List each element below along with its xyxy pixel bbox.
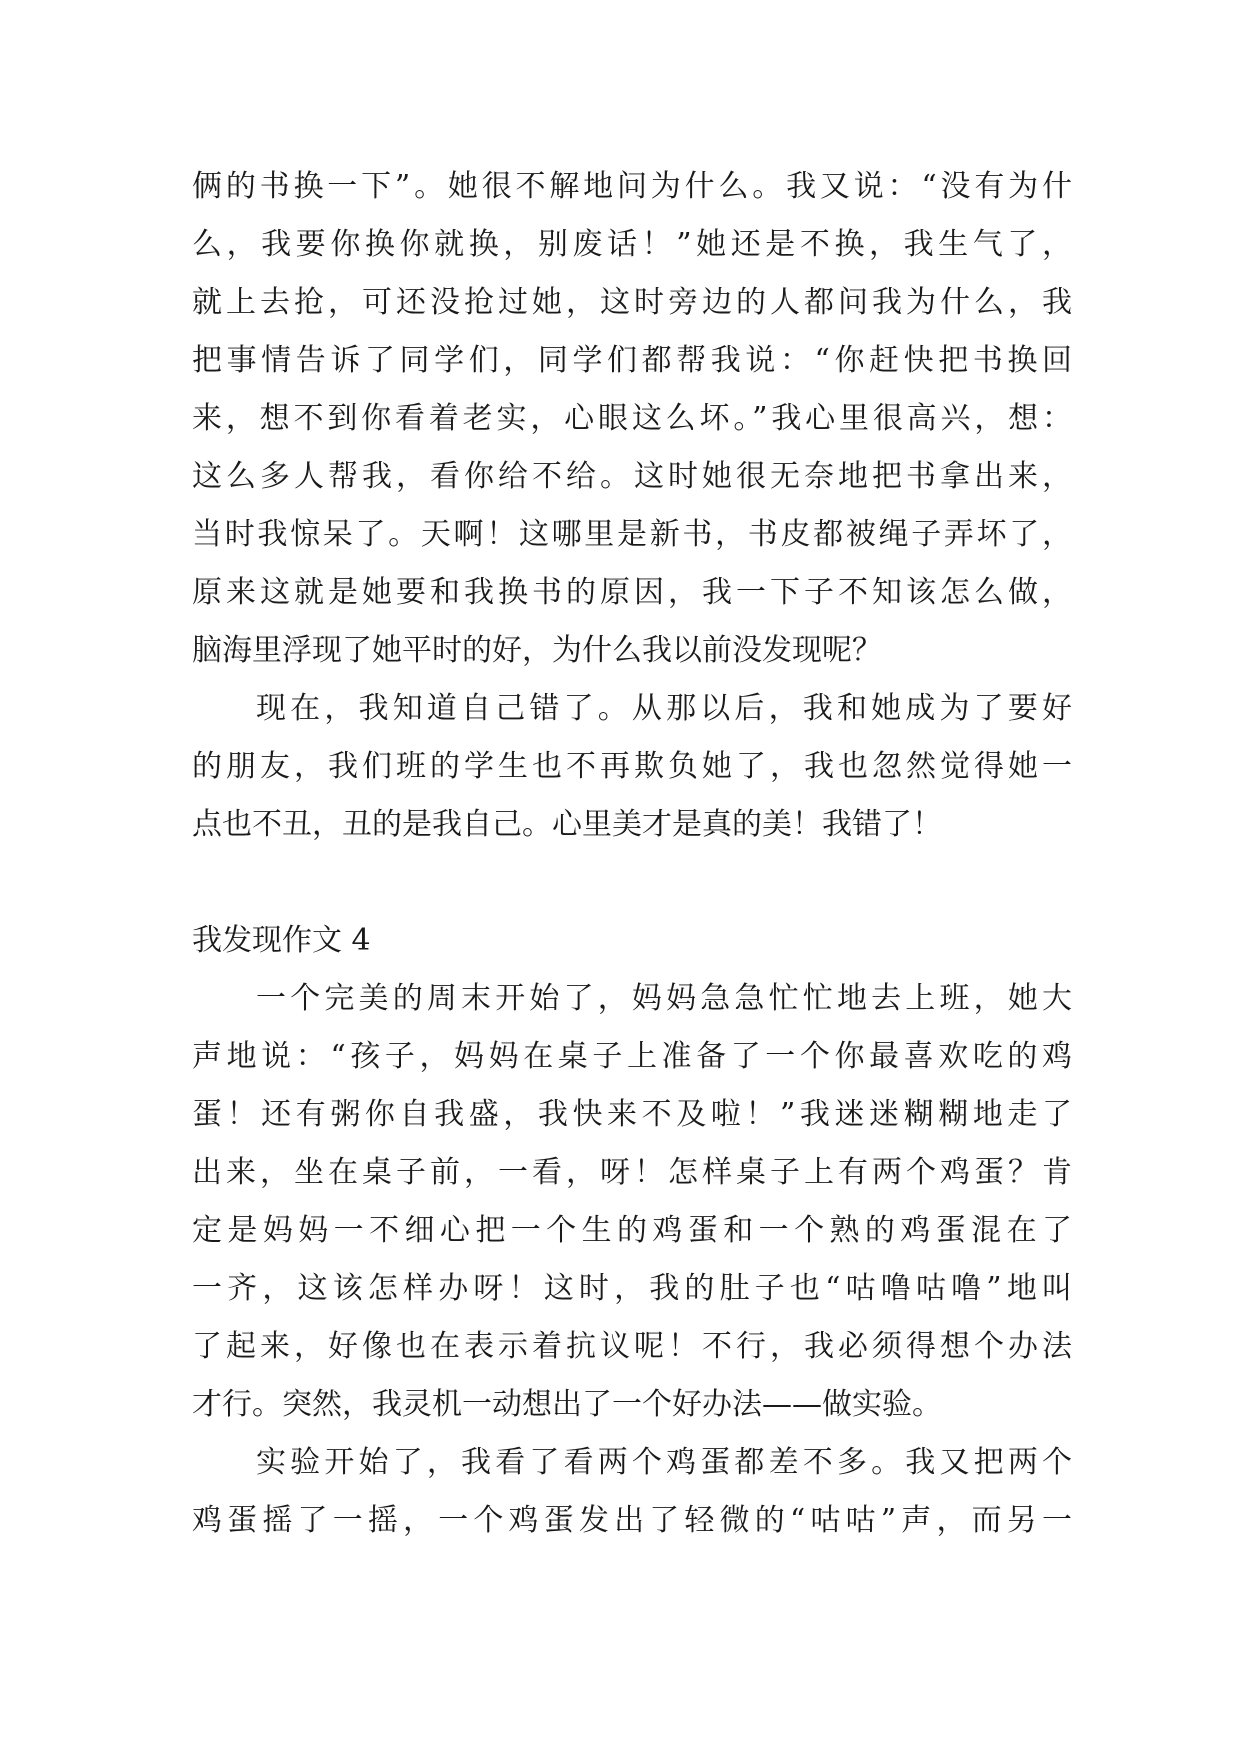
section-title: 我发现作文 4 <box>192 923 371 958</box>
paragraph-1-line-3: 就上去抢，可还没抢过她，这时旁边的人都问我为什么，我 <box>192 285 1072 320</box>
paragraph-1-line-8: 原来这就是她要和我换书的原因，我一下子不知该怎么做， <box>192 575 1072 610</box>
paragraph-3-line-8: 才行。突然，我灵机一动想出了一个好办法——做实验。 <box>192 1387 942 1422</box>
paragraph-3-line-3: 蛋！还有粥你自我盛，我快来不及啦！”我迷迷糊糊地走了 <box>192 1097 1072 1132</box>
paragraph-3-line-1: 一个完美的周末开始了，妈妈急急忙忙地去上班，她大 <box>256 981 1072 1016</box>
paragraph-2-line-1: 现在，我知道自己错了。从那以后，我和她成为了要好 <box>256 691 1072 726</box>
paragraph-4-line-2: 鸡蛋摇了一摇，一个鸡蛋发出了轻微的“咕咕”声，而另一 <box>192 1503 1072 1538</box>
paragraph-1-line-2: 么，我要你换你就换，别废话！”她还是不换，我生气了， <box>192 227 1072 262</box>
paragraph-1-line-7: 当时我惊呆了。天啊！这哪里是新书，书皮都被绳子弄坏了， <box>192 517 1072 552</box>
paragraph-2-line-2: 的朋友，我们班的学生也不再欺负她了，我也忽然觉得她一 <box>192 749 1072 784</box>
paragraph-4-line-1: 实验开始了，我看了看两个鸡蛋都差不多。我又把两个 <box>256 1445 1072 1480</box>
paragraph-1-line-9: 脑海里浮现了她平时的好，为什么我以前没发现呢？ <box>192 633 882 668</box>
paragraph-3-line-7: 了起来，好像也在表示着抗议呢！不行，我必须得想个办法 <box>192 1329 1072 1364</box>
paragraph-1-line-6: 这么多人帮我，看你给不给。这时她很无奈地把书拿出来， <box>192 459 1072 494</box>
paragraph-1-line-5: 来，想不到你看着老实，心眼这么坏。”我心里很高兴，想： <box>192 401 1072 436</box>
paragraph-3-line-4: 出来，坐在桌子前，一看，呀！怎样桌子上有两个鸡蛋？肯 <box>192 1155 1072 1190</box>
paragraph-3-line-5: 定是妈妈一不细心把一个生的鸡蛋和一个熟的鸡蛋混在了 <box>192 1213 1072 1248</box>
paragraph-3-line-2: 声地说：“孩子，妈妈在桌子上准备了一个你最喜欢吃的鸡 <box>192 1039 1072 1074</box>
paragraph-1-line-4: 把事情告诉了同学们，同学们都帮我说：“你赶快把书换回 <box>192 343 1072 378</box>
paragraph-3-line-6: 一齐，这该怎样办呀！这时，我的肚子也“咕噜咕噜”地叫 <box>192 1271 1072 1306</box>
paragraph-2-line-3: 点也不丑，丑的是我自己。心里美才是真的美！我错了！ <box>192 807 942 842</box>
paragraph-1-line-1: 俩的书换一下”。她很不解地问为什么。我又说：“没有为什 <box>192 169 1072 204</box>
